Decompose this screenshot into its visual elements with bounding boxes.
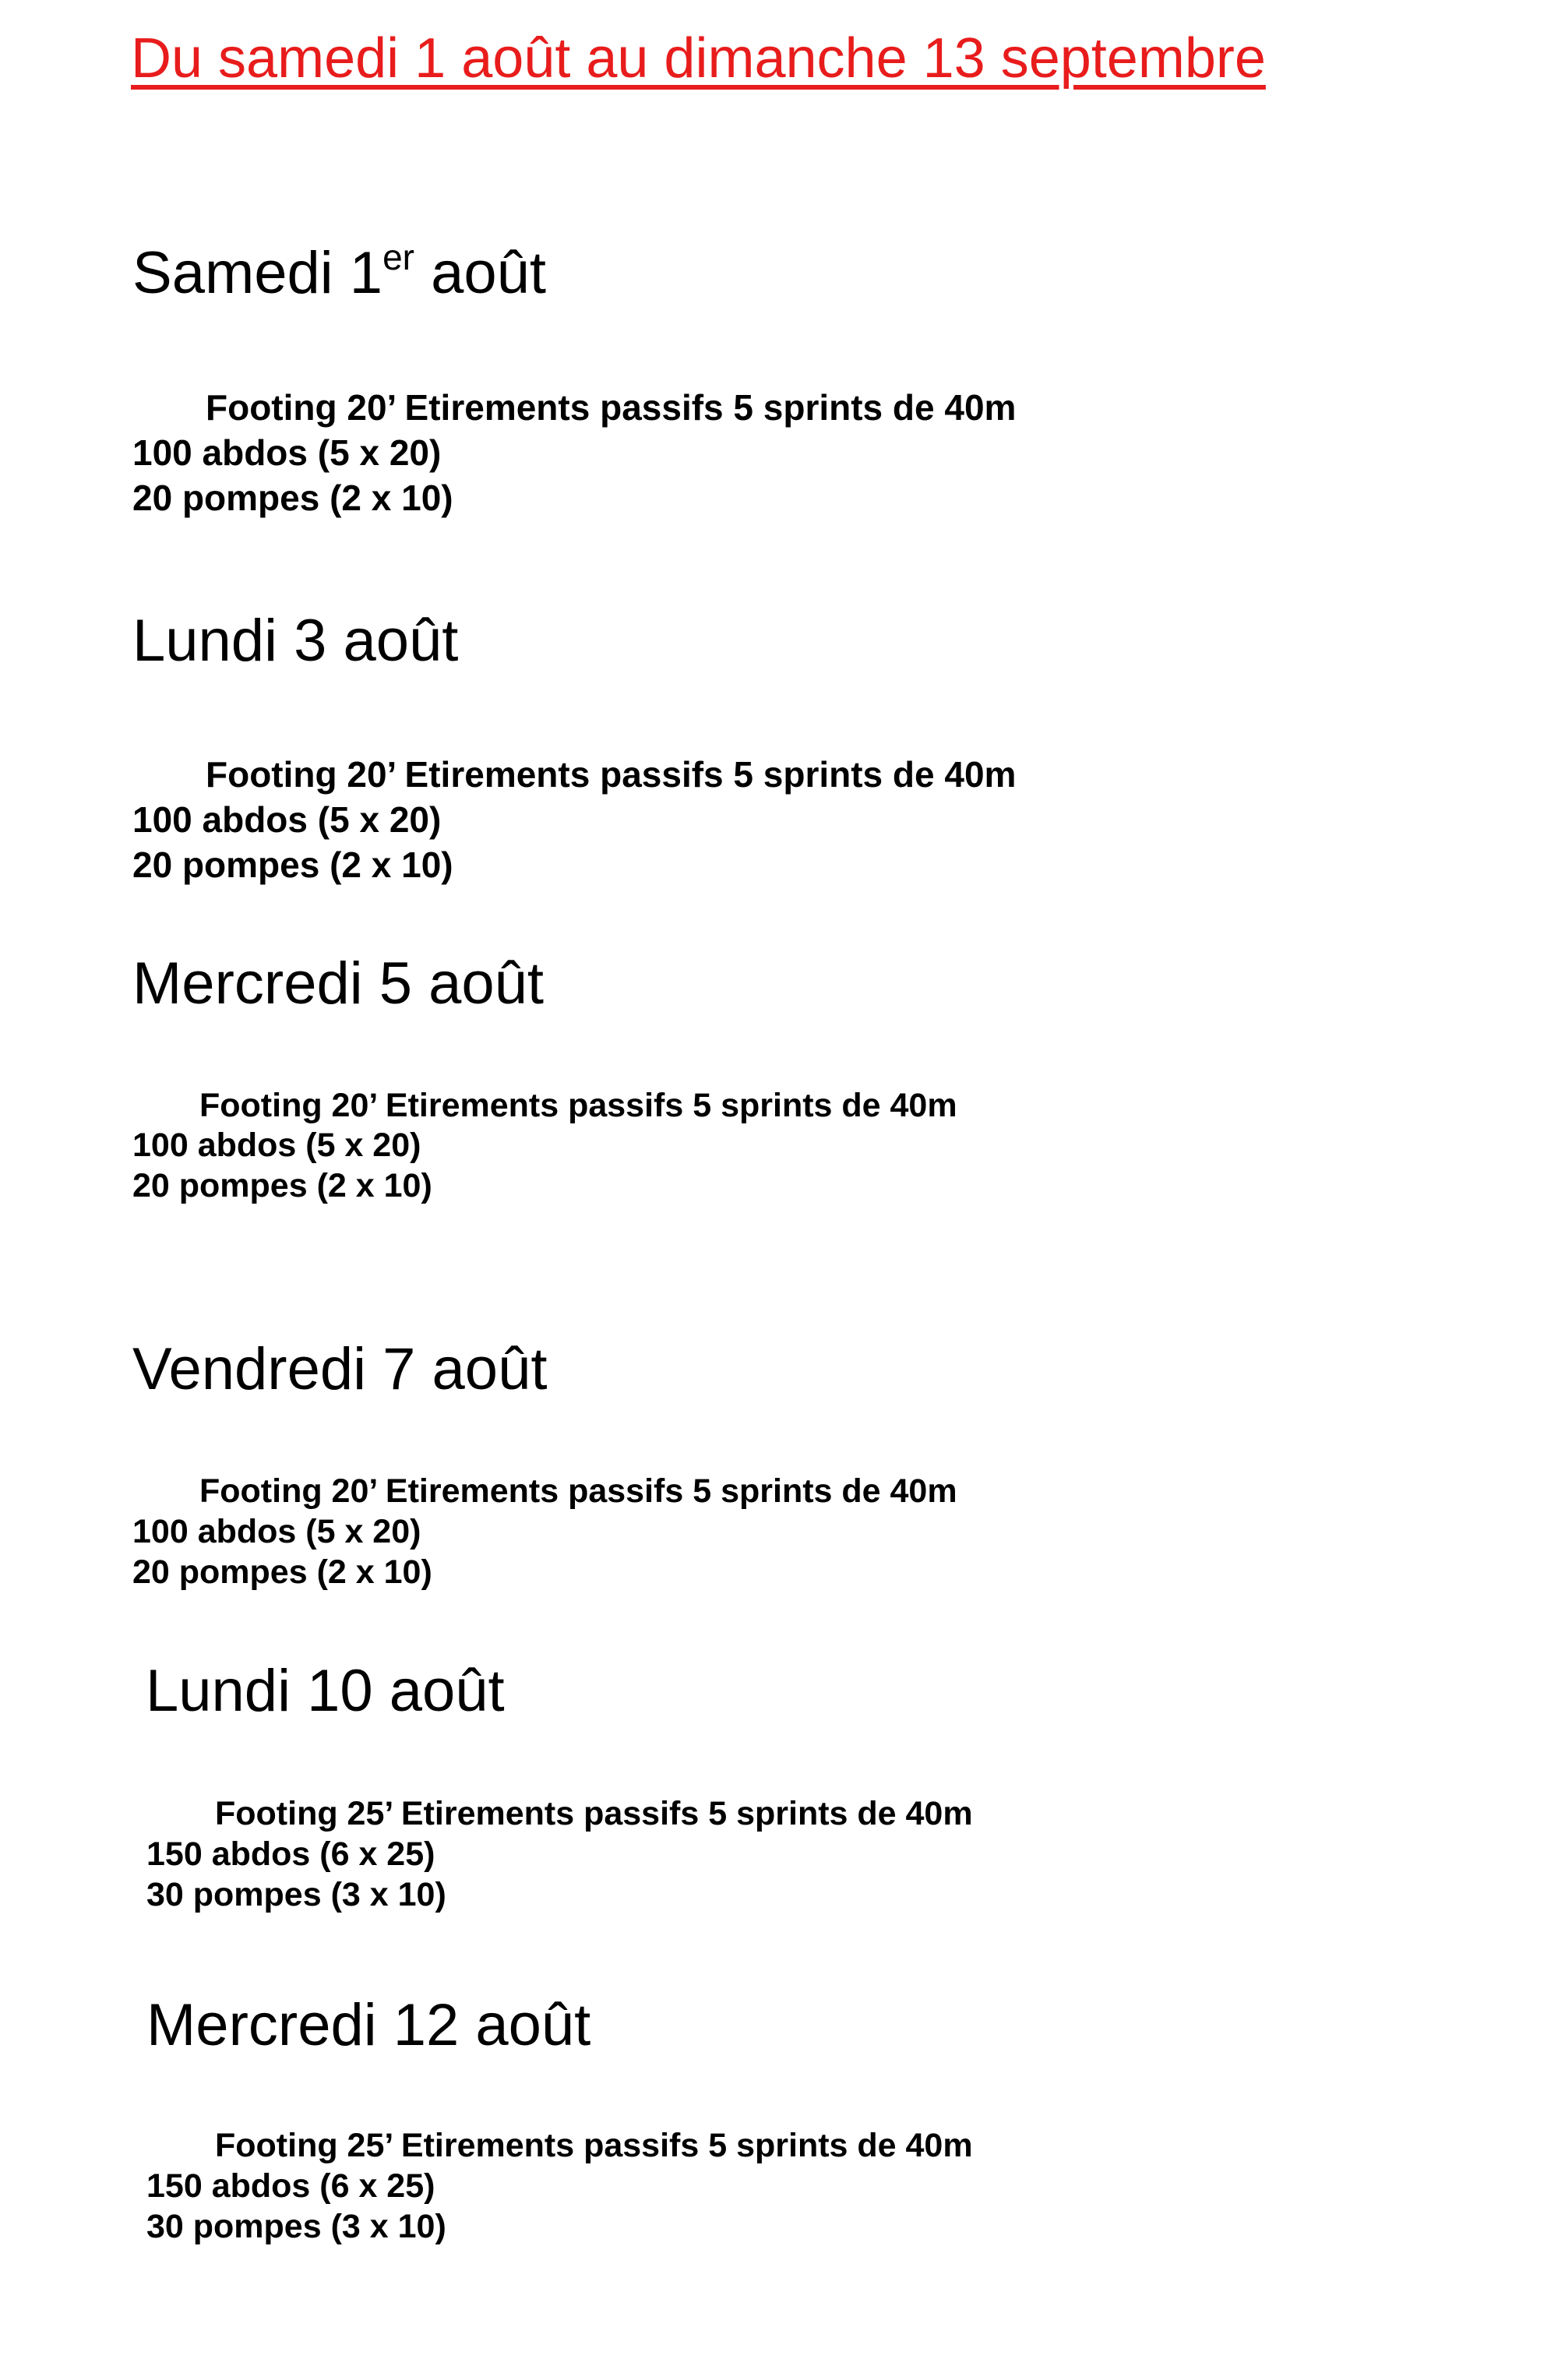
footing-line: Footing 20’ Etirements passifs 5 sprints de 40m bbox=[206, 387, 1017, 428]
day-heading-text: Samedi 1 bbox=[132, 240, 383, 306]
pompes-line: 20 pompes (2 x 10) bbox=[132, 478, 453, 518]
footing-line: Footing 25’ Etirements passifs 5 sprints de 40m bbox=[215, 2127, 973, 2164]
day-heading-superscript: er bbox=[382, 236, 414, 277]
pompes-line: 20 pompes (2 x 10) bbox=[132, 1553, 432, 1591]
abdos-line: 100 abdos (5 x 20) bbox=[132, 799, 442, 840]
abdos-line: 150 abdos (6 x 25) bbox=[146, 1835, 435, 1873]
footing-line: Footing 20’ Etirements passifs 5 sprints de 40m bbox=[199, 1087, 957, 1124]
pompes-line: 30 pompes (3 x 10) bbox=[146, 2208, 446, 2245]
footing-line: Footing 20’ Etirements passifs 5 sprints de 40m bbox=[206, 754, 1017, 795]
day-heading-lundi-3: Lundi 3 août bbox=[132, 608, 459, 674]
footing-line: Footing 20’ Etirements passifs 5 sprints de 40m bbox=[199, 1472, 957, 1510]
day-heading-samedi-1 bbox=[132, 236, 547, 307]
pompes-line: 20 pompes (2 x 10) bbox=[132, 1167, 432, 1204]
pompes-line: 30 pompes (3 x 10) bbox=[146, 1876, 446, 1913]
day-heading-mercredi-5: Mercredi 5 août bbox=[132, 950, 545, 1017]
pompes-line: 20 pompes (2 x 10) bbox=[132, 844, 453, 885]
day-heading-lundi-10: Lundi 10 août bbox=[146, 1658, 505, 1724]
abdos-line: 100 abdos (5 x 20) bbox=[132, 1127, 421, 1164]
footing-line: Footing 25’ Etirements passifs 5 sprints de 40m bbox=[215, 1795, 973, 1832]
abdos-line: 100 abdos (5 x 20) bbox=[132, 432, 442, 473]
day-heading-vendredi-7: Vendredi 7 août bbox=[132, 1336, 548, 1402]
page-title: Du samedi 1 août au dimanche 13 septembre bbox=[131, 27, 1266, 90]
day-heading-text-suffix: août bbox=[414, 240, 547, 306]
day-heading-mercredi-12: Mercredi 12 août bbox=[146, 1992, 591, 2058]
abdos-line: 100 abdos (5 x 20) bbox=[132, 1513, 421, 1550]
abdos-line: 150 abdos (6 x 25) bbox=[146, 2167, 435, 2205]
